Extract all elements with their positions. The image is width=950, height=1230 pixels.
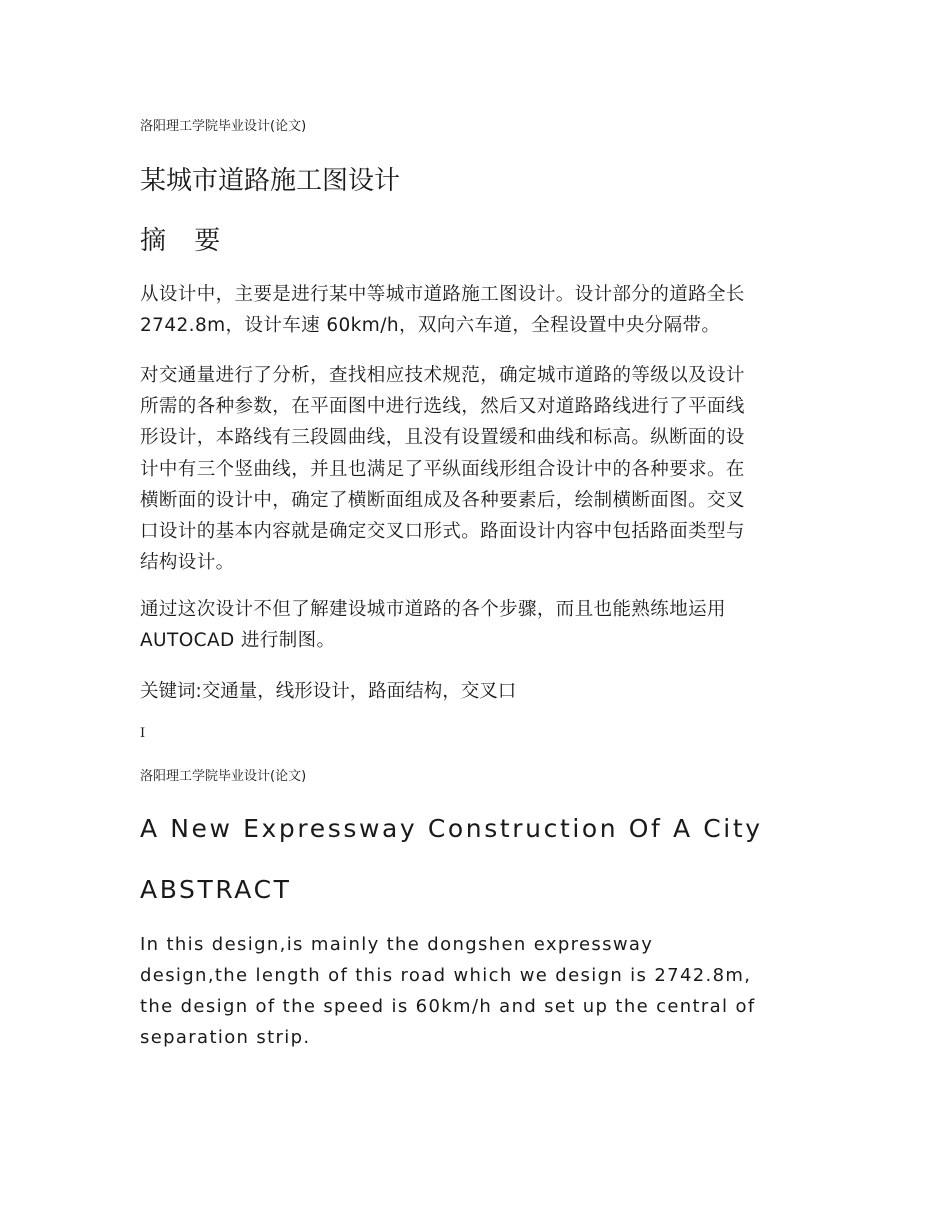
page-number: I (140, 726, 146, 741)
text-line: design,the length of this road which we design is 2742.8m, (140, 965, 752, 986)
text-line: separation strip. (140, 1027, 311, 1048)
keywords-line: 关键词:交通量，线形设计，路面结构，交叉口 (140, 681, 517, 702)
text-line: 通过这次设计不但了解建设城市道路的各个步骤，而且也能熟练地运用 (140, 599, 726, 620)
abstract-heading-chinese: 摘 要 (140, 226, 231, 256)
thesis-title-chinese: 某城市道路施工图设计 (140, 166, 401, 196)
text-line: AUTOCAD 进行制图。 (140, 630, 336, 652)
text-line: 口设计的基本内容就是确定交叉口形式。路面设计内容中包括路面类型与 (140, 521, 745, 543)
text-line: 横断面的设计中，确定了横断面组成及各种要素后，绘制横断面图。交叉 (140, 489, 745, 511)
abstract-heading-english: ABSTRACT (140, 875, 292, 904)
page-header: 洛阳理工学院毕业设计(论文) (140, 119, 307, 134)
thesis-title-english: A New Expressway Construction Of A City (140, 814, 763, 843)
text-line: the design of the speed is 60km/h and set up the central of (140, 996, 756, 1017)
text-line: 结构设计。 (140, 552, 235, 574)
abstract-paragraph-2 (140, 360, 812, 578)
abstract-paragraph-3 (140, 594, 812, 656)
text-line: In this design,is mainly the dongshen expressway (140, 934, 654, 955)
text-line: 2742.8m，设计车速 60km/h，双向六车道，全程设置中央分隔带。 (140, 315, 721, 337)
abstract-paragraph-1 (140, 279, 812, 341)
text-line: 计中有三个竖曲线，并且也满足了平纵面线形组合设计中的各种要求。在 (140, 458, 745, 480)
text-line: 从设计中，主要是进行某中等城市道路施工图设计。设计部分的道路全长 (140, 284, 745, 305)
text-line: 对交通量进行了分析，查找相应技术规范，确定城市道路的等级以及设计 (140, 365, 745, 386)
text-line: 形设计，本路线有三段圆曲线，且没有设置缓和曲线和标高。纵断面的设 (140, 427, 745, 449)
page-header: 洛阳理工学院毕业设计(论文) (140, 769, 307, 784)
text-line: 所需的各种参数，在平面图中进行选线，然后又对道路路线进行了平面线 (140, 396, 745, 418)
abstract-paragraph-english (140, 929, 820, 1053)
